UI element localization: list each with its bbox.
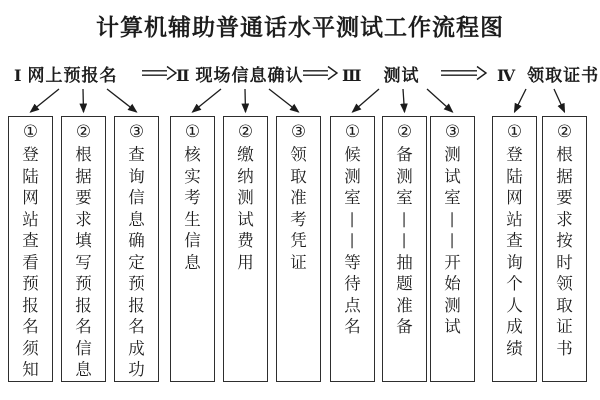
step-char: 报 (22, 295, 39, 315)
step-char: 试 (444, 317, 461, 336)
step-char: 要 (556, 188, 573, 207)
step-char: 知 (22, 360, 39, 379)
step-char: 信 (75, 338, 92, 358)
step-vertical-text (9, 144, 52, 381)
fan-arrow-icon (107, 89, 137, 112)
step-char: 须 (22, 338, 39, 358)
step-vertical-text (383, 144, 426, 338)
step-char: 取 (556, 295, 573, 315)
step-char: 生 (184, 209, 201, 229)
step-char: 等 (344, 252, 361, 272)
step-char: — (343, 211, 363, 228)
step-char: 取 (290, 166, 307, 186)
step-char: 始 (444, 274, 461, 293)
step-char: 根 (75, 145, 92, 164)
step-char: 预 (128, 274, 145, 293)
stage-title: 现场信息确认 (195, 66, 304, 86)
stage-title: 领取证书 (527, 66, 600, 86)
step-char: 书 (556, 338, 573, 358)
step-char: 息 (75, 360, 92, 379)
step-char: — (395, 211, 415, 228)
step-char: 写 (75, 252, 92, 272)
step-box (223, 116, 268, 382)
step-number: ① (22, 122, 39, 142)
step-char: 凭 (290, 231, 307, 250)
step-number: ① (184, 122, 201, 142)
step-char: 名 (22, 317, 39, 336)
step-char: 信 (128, 188, 145, 207)
step-char: — (443, 211, 463, 228)
step-vertical-text (171, 144, 214, 273)
step-char: 根 (556, 145, 573, 164)
fan-arrow-icon (515, 89, 527, 112)
step-char: 站 (22, 209, 39, 229)
stage-title: 网上预报名 (27, 66, 118, 86)
step-char: 点 (344, 295, 361, 315)
step-number: ② (396, 122, 413, 142)
step-box (542, 116, 587, 382)
step-char: 名 (344, 317, 361, 336)
step-char: 测 (444, 295, 461, 315)
step-box (61, 116, 106, 382)
step-char: 用 (237, 252, 254, 272)
step-box (382, 116, 427, 382)
step-char: 费 (237, 231, 254, 250)
step-char: 按 (556, 231, 573, 250)
step-box (8, 116, 53, 382)
step-vertical-text (224, 144, 267, 273)
step-char: 准 (290, 188, 307, 207)
step-number: ③ (444, 122, 461, 142)
stage-connector-arrow-icon (441, 67, 486, 80)
step-char: 登 (506, 145, 523, 164)
step-number: ② (556, 122, 573, 142)
step-char: 室 (444, 188, 461, 207)
step-char: 预 (22, 274, 39, 293)
step-number: ① (506, 122, 523, 142)
step-char: 查 (128, 145, 145, 164)
stage-label-4 (497, 61, 599, 86)
fan-arrow-icon (83, 89, 84, 112)
step-char: 报 (128, 295, 145, 315)
step-char: 核 (184, 145, 201, 164)
step-char: 缴 (237, 145, 254, 164)
step-char: 网 (22, 188, 39, 207)
step-char: 绩 (506, 338, 523, 358)
fan-arrow-icon (31, 89, 60, 112)
step-char: 名 (75, 317, 92, 336)
step-char: 站 (506, 209, 523, 229)
step-vertical-text (62, 144, 105, 381)
step-char: 定 (128, 252, 145, 272)
step-char: 陆 (22, 166, 39, 186)
step-char: 试 (237, 209, 254, 229)
step-char: 预 (75, 274, 92, 293)
step-char: 准 (396, 295, 413, 315)
step-char: 室 (396, 188, 413, 207)
step-char: 成 (506, 317, 523, 336)
step-char: 备 (396, 145, 413, 164)
step-char: 抽 (396, 252, 413, 272)
fan-arrow-icon (269, 89, 299, 112)
step-char: 据 (75, 166, 92, 186)
step-char: 个 (506, 274, 523, 293)
step-char: 确 (128, 231, 145, 250)
step-char: 待 (344, 274, 361, 293)
step-char: 纳 (237, 166, 254, 186)
step-char: 测 (396, 166, 413, 186)
step-char: 查 (506, 231, 523, 250)
step-char: 报 (75, 295, 92, 315)
page-title: 计算机辅助普通话水平测试工作流程图 (96, 15, 504, 41)
fan-arrow-icon (403, 89, 405, 112)
step-char: 据 (556, 166, 573, 186)
step-box (492, 116, 537, 382)
step-char: 陆 (506, 166, 523, 186)
step-char: 室 (344, 188, 361, 207)
step-number: ③ (290, 122, 307, 142)
step-char: 成 (128, 338, 145, 358)
stage-label-3 (342, 61, 419, 86)
step-char: 实 (184, 166, 201, 186)
step-char: 名 (128, 317, 145, 336)
fan-arrow-icon (353, 89, 380, 112)
step-char: 考 (290, 209, 307, 229)
stage-label-2 (176, 61, 303, 86)
step-char: 时 (556, 252, 573, 272)
fan-arrow-icon (245, 89, 246, 112)
step-char: 题 (396, 274, 413, 293)
step-char: — (443, 232, 463, 249)
step-char: 询 (506, 252, 523, 272)
step-char: — (395, 232, 415, 249)
step-box (170, 116, 215, 382)
step-vertical-text (431, 144, 474, 338)
step-char: 证 (556, 317, 573, 336)
stage-numeral: Ⅳ (497, 68, 516, 85)
step-box (430, 116, 475, 382)
step-char: 领 (556, 274, 573, 293)
fan-arrow-icon (427, 89, 453, 112)
step-vertical-text (331, 144, 374, 338)
step-char: 登 (22, 145, 39, 164)
stage-numeral: Ⅲ (342, 68, 362, 85)
step-char: 求 (556, 209, 573, 229)
step-char: 填 (75, 231, 92, 250)
stage-label-1 (14, 61, 117, 86)
step-char: 测 (444, 145, 461, 164)
step-char: 查 (22, 231, 39, 250)
step-char: 要 (75, 188, 92, 207)
step-char: 求 (75, 209, 92, 229)
step-char: — (343, 232, 363, 249)
step-char: 测 (237, 188, 254, 207)
step-char: 看 (22, 252, 39, 272)
fan-arrow-icon (554, 89, 565, 112)
stage-title: 测试 (383, 66, 420, 86)
step-box (114, 116, 159, 382)
step-number: ② (237, 122, 254, 142)
step-number: ① (344, 122, 361, 142)
stage-connector-arrow-icon (142, 67, 176, 80)
step-char: 考 (184, 188, 201, 207)
step-char: 备 (396, 317, 413, 336)
step-char: 证 (290, 252, 307, 272)
step-char: 开 (444, 252, 461, 272)
step-char: 测 (344, 166, 361, 186)
step-vertical-text (277, 144, 320, 273)
stage-connector-arrow-icon (303, 67, 337, 80)
step-char: 询 (128, 166, 145, 186)
step-char: 试 (444, 166, 461, 186)
step-box (276, 116, 321, 382)
step-char: 人 (506, 295, 523, 315)
stage-numeral: Ⅰ (14, 68, 22, 85)
step-number: ② (75, 122, 92, 142)
step-char: 网 (506, 188, 523, 207)
step-char: 息 (184, 252, 201, 272)
step-char: 息 (128, 209, 145, 229)
step-char: 功 (128, 360, 145, 379)
step-vertical-text (115, 144, 158, 381)
stage-numeral: Ⅱ (176, 68, 190, 85)
step-char: 领 (290, 145, 307, 164)
step-number: ③ (128, 122, 145, 142)
fan-arrow-icon (193, 89, 222, 112)
step-char: 候 (344, 145, 361, 164)
step-vertical-text (493, 144, 536, 359)
step-char: 信 (184, 231, 201, 250)
step-box (330, 116, 375, 382)
step-vertical-text (543, 144, 586, 359)
